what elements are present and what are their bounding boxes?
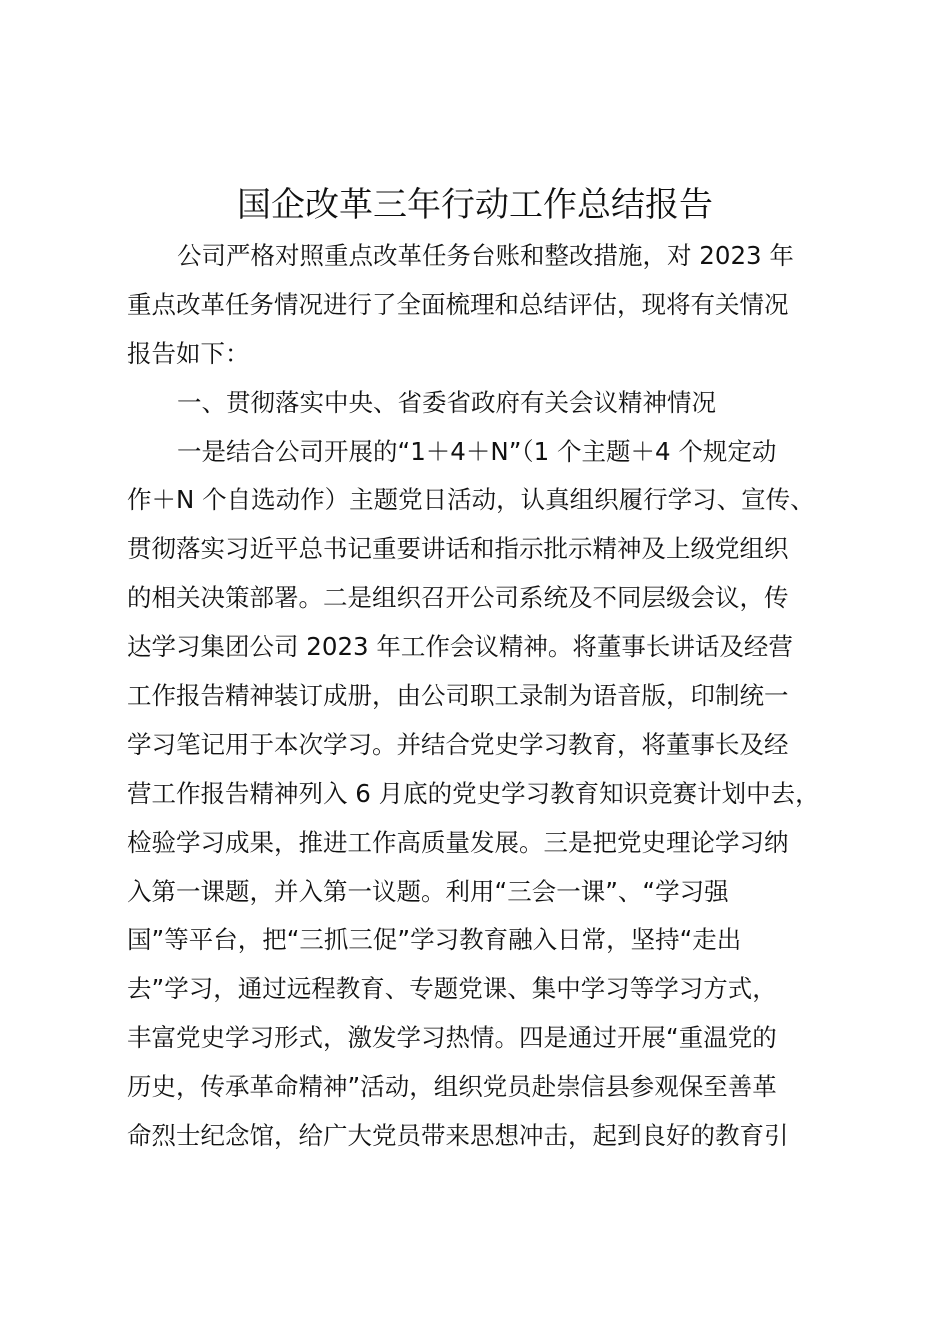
paragraph-line-1: 一是结合公司开展的“1＋4＋N”（1 个主题＋4 个规定动: [177, 436, 777, 466]
paragraph-line-14: 历史，传承革命精神”活动，组织党员赴崇信县参观保至善革: [127, 1072, 777, 1102]
paragraph-line-5: 达学习集团公司 2023 年工作会议精神。将董事长讲话及经营: [127, 632, 793, 662]
paragraph-line-2: 作＋N 个自选动作）主题党日活动，认真组织履行学习、宣传、: [127, 485, 815, 515]
paragraph-line-12: 去”学习，通过远程教育、专题党课、集中学习等学习方式，: [127, 974, 777, 1004]
paragraph-line-13: 丰富党史学习形式，激发学习热情。四是通过开展“重温党的: [127, 1023, 777, 1053]
intro-line-2: 重点改革任务情况进行了全面梳理和总结评估，现将有关情况: [127, 289, 789, 319]
paragraph-line-15: 命烈士纪念馆，给广大党员带来思想冲击，起到良好的教育引: [127, 1121, 789, 1151]
document-body: [127, 232, 867, 1161]
paragraph-line-11: 国”等平台，把“三抓三促”学习教育融入日常，坚持“走出: [127, 925, 742, 955]
document-title: 国企改革三年行动工作总结报告: [237, 185, 713, 225]
paragraph-line-3: 贯彻落实习近平总书记重要讲话和指示批示精神及上级党组织: [127, 534, 789, 564]
intro-line-3: 报告如下：: [127, 338, 250, 368]
paragraph-line-7: 学习笔记用于本次学习。并结合党史学习教育，将董事长及经: [127, 729, 789, 759]
paragraph-line-10: 入第一课题，并入第一议题。利用“三会一课”、“学习强: [127, 876, 729, 906]
intro-line-1: 公司严格对照重点改革任务台账和整改措施，对 2023 年: [177, 241, 794, 270]
paragraph-line-8: 营工作报告精神列入 6 月底的党史学习教育知识竞赛计划中去，: [127, 778, 820, 808]
paragraph-line-9: 检验学习成果，推进工作高质量发展。三是把党史理论学习纳: [127, 827, 789, 857]
paragraph-line-6: 工作报告精神装订成册，由公司职工录制为语音版，印制统一: [127, 681, 789, 711]
section-heading: 一、贯彻落实中央、省委省政府有关会议精神情况: [177, 387, 716, 417]
paragraph-line-4: 的相关决策部署。二是组织召开公司系统及不同层级会议，传: [127, 583, 789, 613]
